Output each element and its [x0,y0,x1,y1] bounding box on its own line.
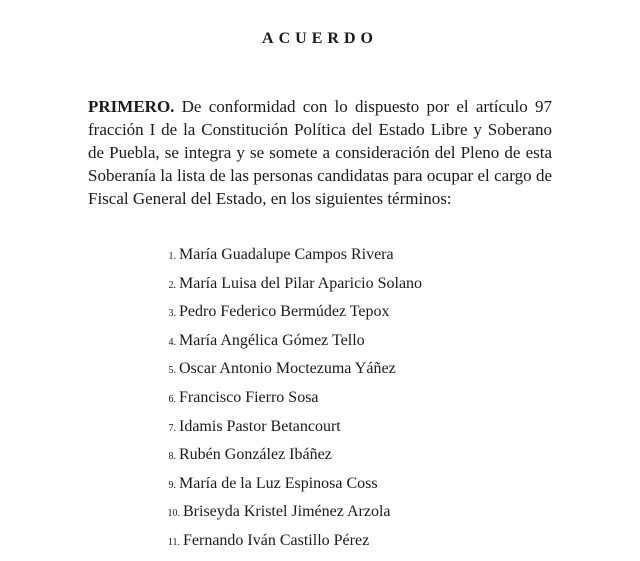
list-item [150,332,570,361]
candidate-name: Pedro Federico Bermúdez Tepox [179,303,390,321]
candidate-name: Idamis Pastor Betancourt [179,417,341,435]
list-number: 4. [168,336,176,348]
candidate-name: Briseyda Kristel Jiménez Arzola [183,503,391,521]
list-number: 7. [168,422,176,434]
list-number: 6. [168,393,176,405]
list-item [150,275,570,304]
list-number: 8. [168,451,176,463]
list-item [150,389,570,418]
list-item [150,503,570,532]
list-number: 2. [168,279,176,291]
paragraph-text: De conformidad con lo dispuesto por el artículo 97 fracción I de la Constitución Política del Estado Libre y Soberano de Puebla, se integra y se somete a consideración del Pleno de esta Soberanía la lista de las personas candidatas para ocupar el cargo de Fiscal General del Estado, en los siguientes términos: [88,97,552,208]
list-item [150,532,570,561]
agreement-paragraph [88,95,552,210]
list-number: 3. [168,308,176,320]
candidate-name: Oscar Antonio Moctezuma Yáñez [179,360,396,378]
list-number: 5. [168,365,176,377]
list-number: 10. [167,508,180,520]
candidate-name: María Guadalupe Campos Rivera [179,246,394,263]
list-number: 1. [168,251,176,262]
candidate-name: María de la Luz Espinosa Coss [179,474,378,492]
paragraph-lead: PRIMERO. [88,97,175,116]
candidate-name: María Luisa del Pilar Aparicio Solano [179,274,423,292]
candidate-name: María Angélica Gómez Tello [179,331,365,349]
list-number: 11. [167,536,180,548]
list-item [150,446,570,475]
list-item [150,303,570,332]
document-title: ACUERDO [262,30,378,47]
candidate-name: Francisco Fierro Sosa [179,388,319,406]
candidate-list [150,246,570,561]
list-item [150,475,570,504]
candidate-name: Rubén González Ibáñez [179,446,332,464]
candidate-name: Fernando Iván Castillo Pérez [183,531,370,549]
list-item [150,246,570,275]
list-item [150,360,570,389]
list-item [150,418,570,447]
list-number: 9. [168,479,176,491]
